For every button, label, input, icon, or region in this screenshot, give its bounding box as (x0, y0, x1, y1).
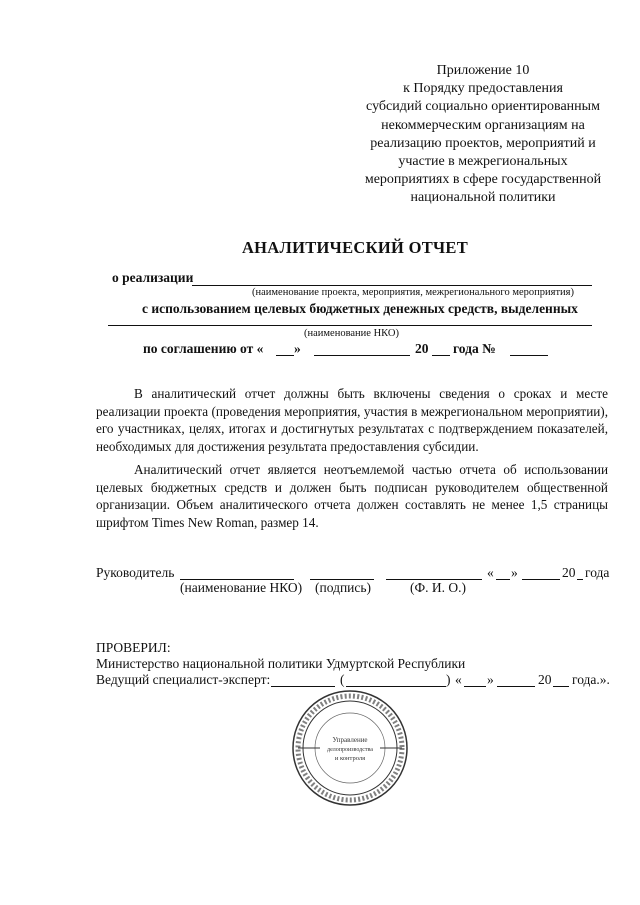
check-year-suffix: года.». (572, 672, 610, 687)
header-line: субсидий социально ориентированным (366, 99, 600, 115)
realization-hint: (наименование проекта, мероприятия, межрегионального мероприятия) (252, 287, 574, 298)
funds-line: с использованием целевых бюджетных денежных средств, выделенных (142, 301, 578, 316)
signature-year: 20 (562, 565, 576, 580)
agreement-prefix: по соглашению от « (143, 341, 264, 356)
check-quote-open: « (455, 672, 462, 687)
signature-quote-close: » (511, 565, 518, 580)
paragraph-content: В аналитический отчет должны быть включены сведения о сроках и месте реализации проекта (проведения мероприятия, участия в межрегиональном мероприятии), его участниках, целях, итогах и достигнутых результатах с подтверждением показателей, необходимых для достижения результата предоставления субсидии. (96, 386, 608, 454)
agreement-quote-close: » (294, 341, 301, 356)
check-year: 20 (538, 672, 552, 687)
stamp-inner-line: Управление (332, 736, 368, 744)
signature-hint-sign: (подпись) (315, 580, 372, 595)
realization-label: о реализации (112, 270, 194, 285)
signature-day-blank (496, 579, 510, 580)
agreement-year-blank (432, 355, 450, 356)
agreement-month-blank (314, 355, 410, 356)
signature-month-blank (522, 579, 560, 580)
header-line: некоммерческим организациям на (381, 117, 585, 133)
agreement-number-blank (510, 355, 548, 356)
check-paren-close: ) (446, 672, 451, 687)
check-ministry: Министерство национальной политики Удмуртской Республики (96, 656, 466, 671)
check-quote-close: » (487, 672, 494, 687)
signature-hint-nko: (наименование НКО) (180, 580, 303, 595)
check-specialist: Ведущий специалист-эксперт: (96, 672, 271, 687)
header-line: Приложение 10 (436, 63, 530, 78)
check-month-blank (497, 686, 535, 687)
paragraph-volume: Аналитический отчет является неотъемлемой частью отчета об использовании целевых бюджетных средств и должен быть подписан руководителем общественной организации. Объем аналитического отчета должен составлять не менее 1,5 страницы шрифтом Times New Roman, размер 14. (96, 462, 608, 530)
check-heading: ПРОВЕРИЛ: (96, 640, 171, 655)
page-title: АНАЛИТИЧЕСКИЙ ОТЧЕТ (241, 238, 469, 257)
signature-year-blank (577, 579, 583, 580)
header-line: национальной политики (410, 190, 556, 206)
official-stamp (290, 688, 410, 808)
nko-underline (108, 325, 592, 326)
stamp-inner-line: делопроизводства (327, 747, 373, 753)
check-fio-blank (346, 686, 446, 687)
nko-hint: (наименование НКО) (304, 328, 399, 339)
realization-underline (192, 285, 592, 286)
agreement-year-suffix: года № (453, 341, 496, 356)
signature-year-suffix: года (585, 565, 610, 580)
header-line: к Порядку предоставления (403, 81, 563, 97)
header-line: реализацию проектов, мероприятий и (370, 135, 596, 151)
header-line: мероприятиях в сфере государственной (364, 172, 602, 188)
signature-role: Руководитель (96, 565, 175, 580)
check-paren-open: ( (340, 672, 345, 687)
check-sign-blank (271, 686, 335, 687)
stamp-graphic (290, 688, 410, 808)
stamp-inner-line: и контроля (334, 755, 366, 762)
check-year-blank (553, 686, 569, 687)
appendix-header (318, 62, 640, 208)
check-day-blank (464, 686, 486, 687)
agreement-day-blank (276, 355, 294, 356)
header-line: участие в межрегиональных (398, 154, 568, 170)
signature-quote-open: « (487, 565, 494, 580)
signature-hint-fio: (Ф. И. О.) (410, 580, 467, 595)
agreement-year: 20 (415, 341, 429, 356)
